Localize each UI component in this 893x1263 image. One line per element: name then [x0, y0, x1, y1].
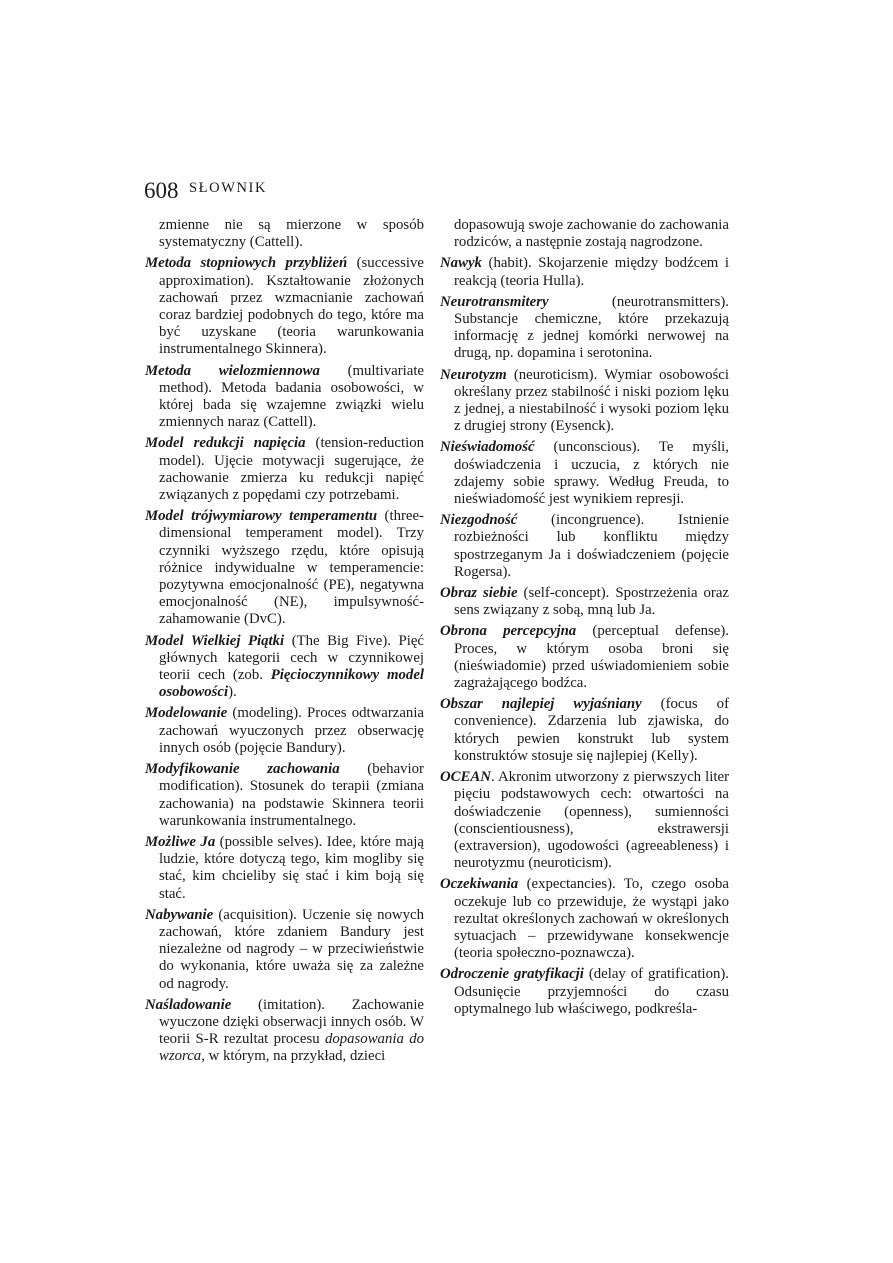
- entry-body-text: (behavior modification). Stosunek do terapii (zmiana zachowania) na podstawie Skinnera teorii warunkowania instrumentalnego.: [159, 761, 424, 829]
- glossary-entry: [440, 294, 729, 363]
- entry-body-text: (three-dimensional temperament model). Trzy czynniki wyższego rzędu, które opisują różnice indywidualne w temperamencie: pozytywna emocjonalność (PE), negatywna emocjonalność (NE), impulsywność-zahamowanie (DvC).: [159, 508, 424, 628]
- glossary-columns: [145, 217, 729, 1070]
- entry-body-text: dopasowują swoje zachowanie do zachowania rodziców, a następnie zostają nagrodzone.: [454, 217, 729, 251]
- entry-body-text: (neurotransmitters). Substancje chemiczne, które przekazują informację z jednej komórki nerwowej na drugą, np. dopamina i serotonina.: [454, 293, 729, 362]
- glossary-entry: [145, 255, 424, 358]
- entry-body-text: (possible selves). Idee, które mają ludzie, które dotyczą tego, kim mogliby się stać, kim chcieliby się stać i kim boją się stać.: [159, 833, 424, 902]
- glossary-entry: [145, 363, 424, 432]
- entry-body-text: (modeling). Proces odtwarzania zachowań wyuczonych przez obserwację innych osób (pojęcie Bandury).: [159, 705, 424, 756]
- entry-body-text: dopasowania do wzorca: [159, 1031, 424, 1065]
- entry-term: Neurotyzm: [440, 366, 507, 383]
- entry-term: Oczekiwania: [440, 876, 519, 893]
- glossary-entry: [145, 997, 424, 1066]
- glossary-entry: [440, 876, 729, 962]
- glossary-entry: [440, 367, 729, 436]
- glossary-entry: [440, 769, 729, 872]
- glossary-entry: [145, 907, 424, 993]
- entry-body-text: (The Big Five). Pięć głównych kategorii cech w czynnikowej teorii cech (zob.: [159, 632, 424, 684]
- entry-body-text: (incongruence). Istnienie rozbieżności lub konfliktu między spostrzeganym Ja i doświadczeniem (pojęcie Rogersa).: [454, 512, 729, 580]
- continuation-paragraph: [440, 217, 729, 251]
- entry-term: Obrona percepcyjna: [440, 623, 577, 640]
- entry-body-text: (self-concept). Spostrzeżenia oraz sens związany z sobą, mną lub Ja.: [454, 585, 729, 619]
- entry-body-text: (multivariate method). Metoda badania osobowości, w której bada się wzajemne związki wielu zmiennych naraz (Cattell).: [159, 362, 425, 431]
- glossary-entry: [145, 435, 424, 504]
- entry-body-text: (perceptual defense). Proces, w którym osoba broni się (nieświadomie) przed uświadomieniem sobie zagrażającego bodźca.: [454, 623, 729, 692]
- glossary-entry: [440, 585, 729, 619]
- continuation-paragraph: [145, 217, 424, 251]
- glossary-entry: [440, 966, 729, 1018]
- entry-term: Możliwe Ja: [145, 833, 216, 850]
- entry-term: Naśladowanie: [145, 996, 232, 1013]
- entry-term: Model Wielkiej Piątki: [145, 632, 285, 649]
- glossary-entry: [145, 705, 424, 757]
- glossary-entry: [440, 512, 729, 581]
- entry-term: OCEAN: [440, 769, 491, 786]
- entry-body-text: (habit). Skojarzenie między bodźcem i reakcją (teoria Hulla).: [454, 255, 729, 289]
- entry-body-text: (unconscious). Te myśli, doświadczenia i uczucia, z których nie zdajemy sobie sprawy. Według Freuda, to nieświadomość jest wynikiem represji.: [454, 439, 729, 508]
- entry-term: Metoda stopniowych przybliżeń: [145, 255, 348, 272]
- glossary-entry: [440, 439, 729, 508]
- glossary-entry: [145, 761, 424, 830]
- entry-term: Model trójwymiarowy temperamentu: [145, 508, 378, 525]
- entry-body-text: Pięcioczynnikowy model osobowości: [159, 667, 424, 701]
- entry-body-text: zmienne nie są mierzone w sposób systematyczny (Cattell).: [159, 217, 424, 251]
- page-number: 608: [144, 178, 179, 203]
- entry-body-text: (expectancies). To, czego osoba oczekuje lub co przewiduje, że wystąpi jako rezultat określonych zachowań w określonych sytuacjach – przewidywane konsekwencje (teoria społeczno-poznawcza).: [454, 876, 729, 962]
- entry-term: Model redukcji napięcia: [145, 435, 306, 452]
- glossary-entry: [440, 255, 729, 289]
- entry-body-text: (imitation). Zachowanie wyuczone dzięki obserwacji innych osób. W teorii S-R rezultat procesu: [159, 996, 424, 1048]
- glossary-entry: [440, 696, 729, 765]
- entry-body-text: (tension-reduction model). Ujęcie motywacji sugerujące, że zachowanie zmierza ku redukcji napięć związanych z popędami czy potrzebami.: [159, 435, 424, 504]
- entry-term: Obszar najlepiej wyjaśniany: [440, 696, 642, 713]
- entry-body-text: (focus of convenience). Zdarzenia lub zjawiska, do których pewien konstrukt lub system konstruktów stosuje się najlepiej (Kelly).: [454, 696, 729, 764]
- entry-body-text: (acquisition). Uczenie się nowych zachowań, które zdaniem Bandury jest niezależne od nagrody – w przeciwieństwie do wykonania, które uważa się za zależne od nagrody.: [159, 906, 424, 992]
- glossary-column-left: [145, 217, 424, 1070]
- entry-term: Obraz siebie: [440, 585, 518, 602]
- glossary-column-right: [440, 217, 729, 1022]
- entry-term: Modyfikowanie zachowania: [145, 761, 340, 778]
- entry-body-text: (delay of gratification). Odsunięcie przyjemności do czasu optymalnego lub właściwego, podkreśla-: [454, 966, 729, 1017]
- entry-term: Nieświadomość: [440, 439, 535, 456]
- entry-term: Metoda wielozmiennowa: [145, 362, 320, 379]
- glossary-entry: [145, 834, 424, 903]
- glossary-entry: [145, 508, 424, 628]
- running-header: SŁOWNIK: [189, 180, 268, 196]
- entry-body-text: (successive approximation). Kształtowanie złożonych zachowań przez wzmacnianie zachowań coraz bardziej podobnych do tego, które ma być uzyskane (teoria warunkowania instrumentalnego Skinnera).: [159, 255, 424, 358]
- entry-body-text: ).: [228, 684, 237, 701]
- entry-term: Nawyk: [440, 255, 482, 272]
- entry-body-text: , w którym, na przykład, dzieci: [201, 1048, 386, 1065]
- entry-body-text: . Akronim utworzony z pierwszych liter pięciu podstawowych cech: otwartości na doświadczenie (openness), sumienności (conscientiousness), ekstrawersji (extraversion), ugodowości (agreeableness) i neurotyzmu (neuroticism).: [454, 769, 729, 872]
- entry-body-text: (neuroticism). Wymiar osobowości określany przez stabilność i niski poziom lęku z jednej, a niestabilność i wysoki poziom lęku z drugiej strony (Eysenck).: [454, 366, 729, 435]
- entry-term: Odroczenie gratyfikacji: [440, 966, 584, 983]
- entry-term: Nabywanie: [145, 906, 214, 923]
- glossary-entry: [440, 623, 729, 692]
- entry-term: Niezgodność: [440, 512, 518, 529]
- glossary-entry: [145, 633, 424, 702]
- entry-term: Modelowanie: [145, 705, 228, 722]
- entry-term: Neurotransmitery: [440, 293, 549, 310]
